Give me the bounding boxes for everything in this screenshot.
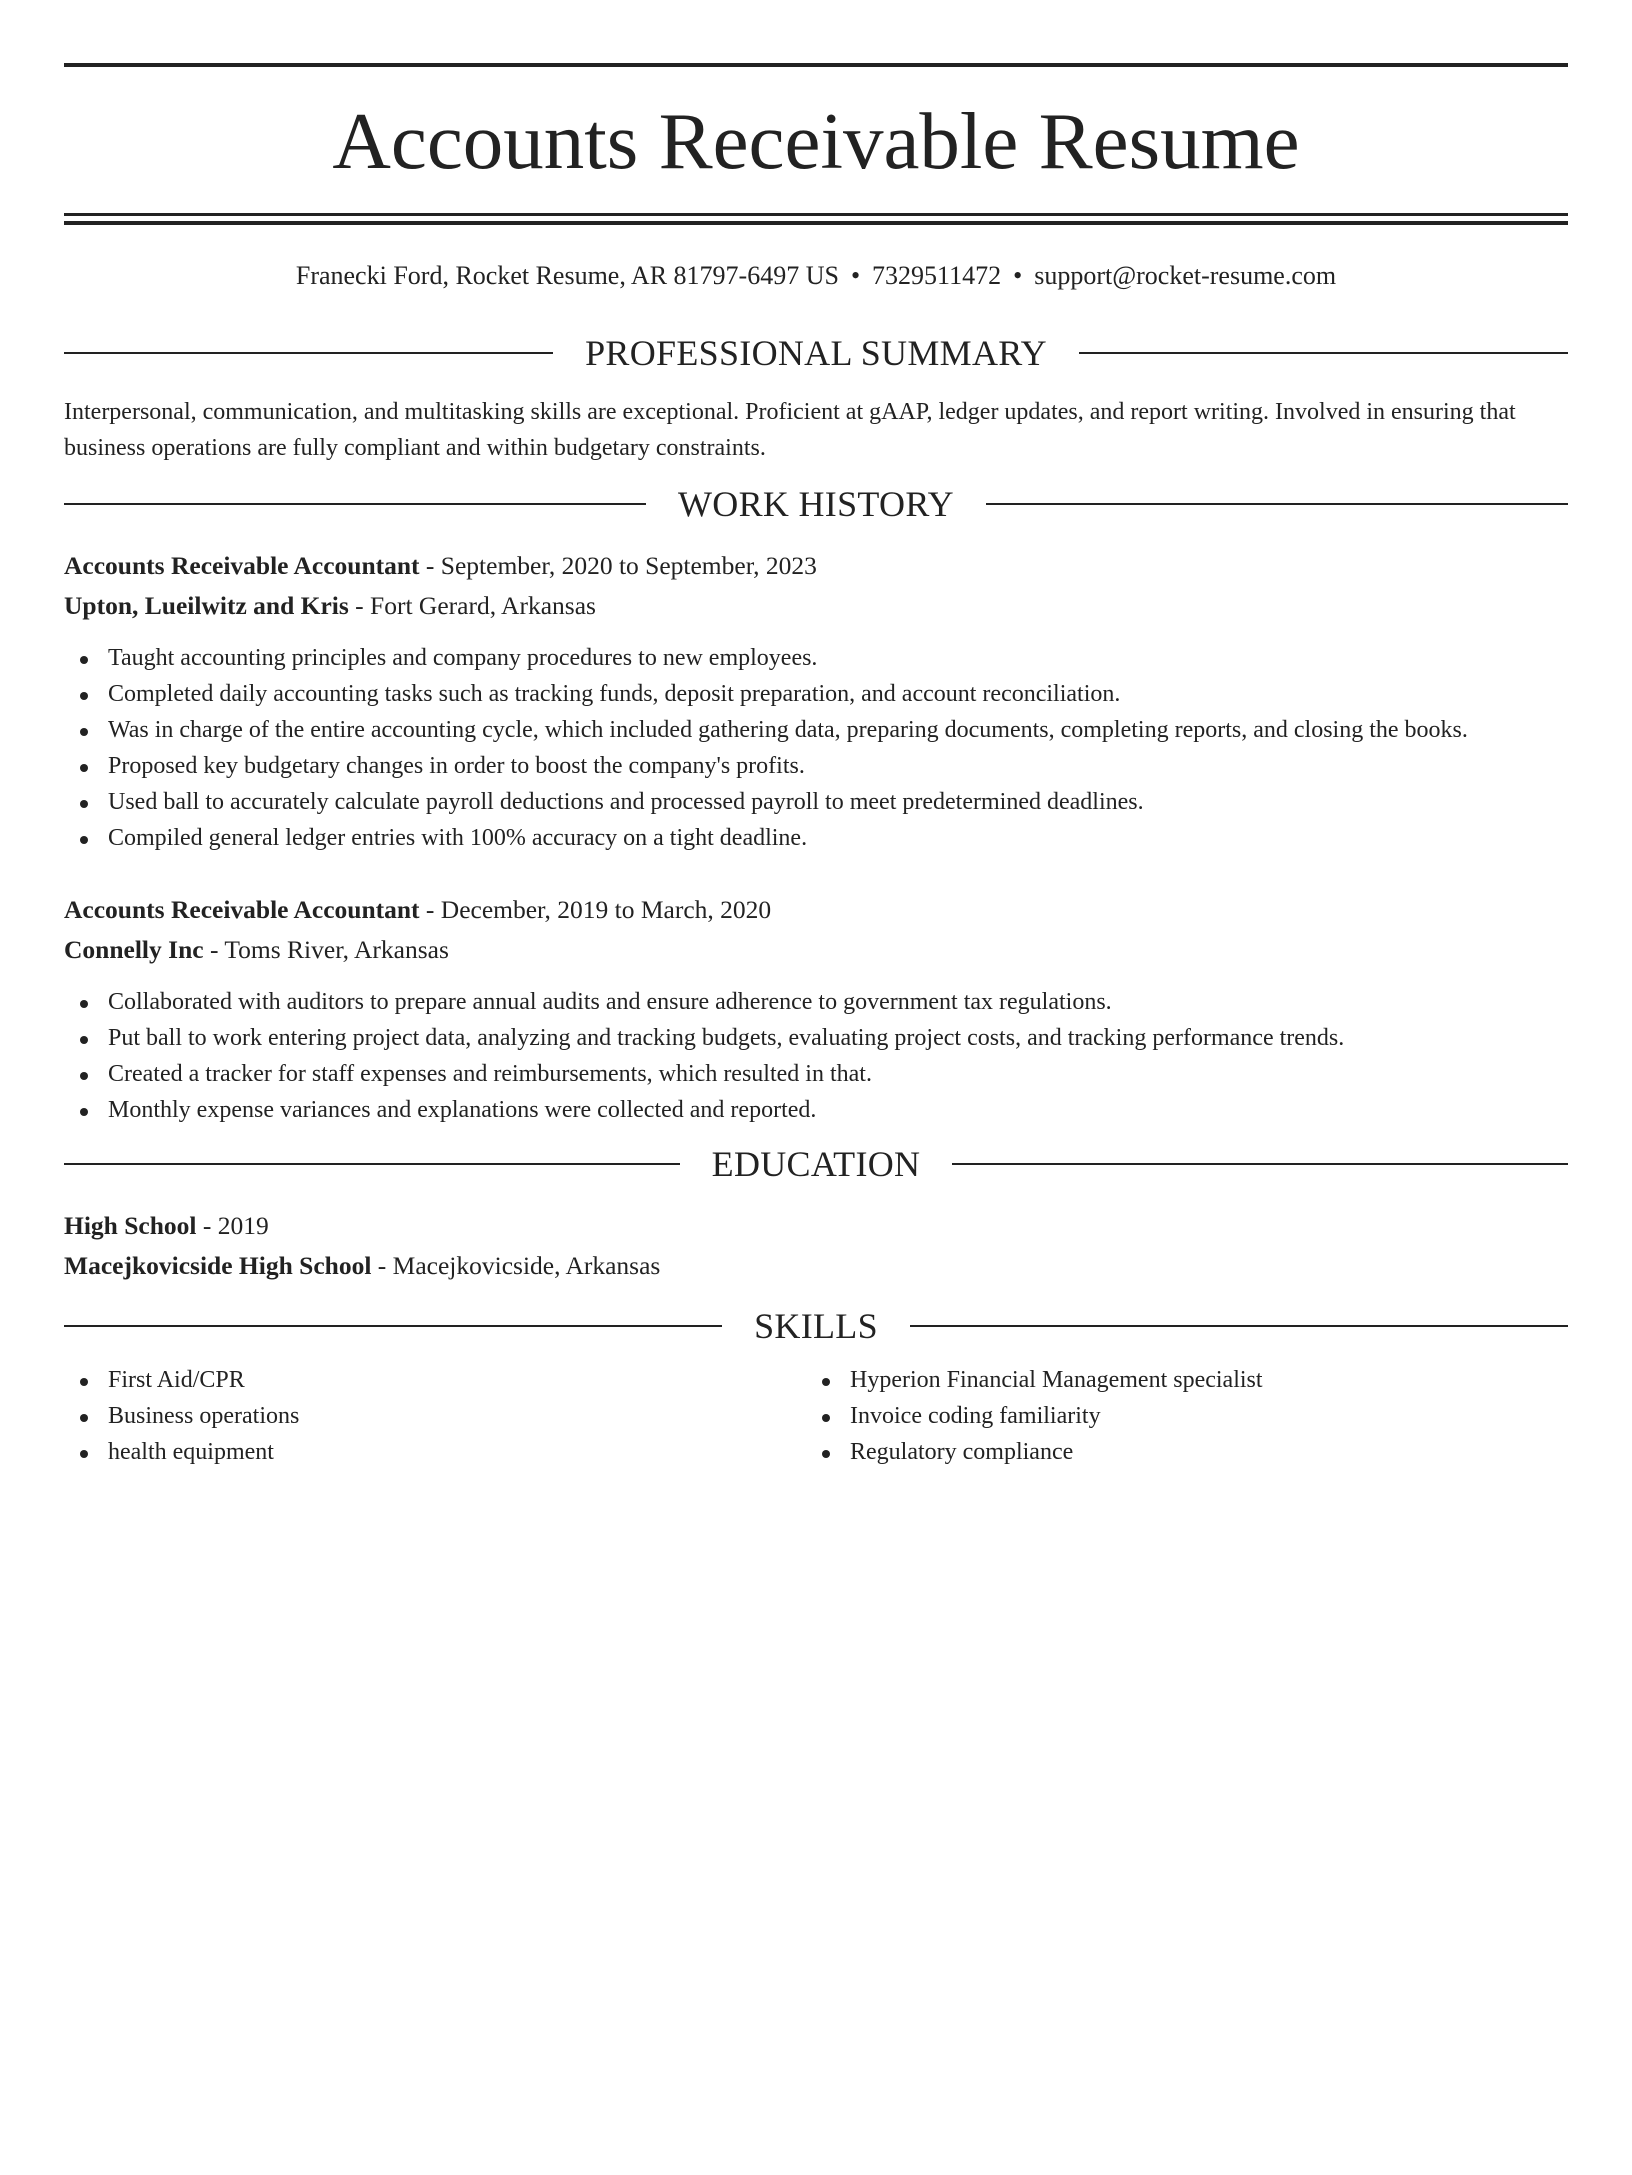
work-section-heading [64,482,1568,526]
job-dates: - September, 2020 to September, 2023 [419,551,817,580]
heading-rule-left [64,1325,722,1327]
contact-line [64,259,1568,293]
resume-title: Accounts Receivable Resume [332,96,1300,186]
education-section-heading [64,1142,1568,1186]
work-heading-label: WORK HISTORY [678,484,954,524]
skills-column-right [806,1362,1263,1470]
contact-separator: • [850,261,861,290]
heading-rule-left [64,1163,680,1165]
job-title-line [64,890,1568,930]
job-company: Upton, Lueilwitz and Kris [64,591,349,620]
education-heading-label: EDUCATION [711,1144,921,1184]
education-degree-line [64,1206,1568,1246]
list-item: Monthly expense variances and explanations were collected and reported. [64,1092,1568,1128]
heading-rule-left [64,503,646,505]
list-item: Was in charge of the entire accounting cycle, which included gathering data, preparing documents, completing reports, and closing the books. [64,712,1568,748]
job-title-line [64,546,1568,586]
list-item: Compiled general ledger entries with 100% accuracy on a tight deadline. [64,820,1568,856]
list-item: Proposed key budgetary changes in order to boost the company's profits. [64,748,1568,784]
heading-rule-right [952,1163,1568,1165]
job-bullets [64,984,1568,1128]
job-company-line [64,586,1568,626]
job-entry [64,890,1568,1128]
skills-grid [64,1362,1568,1470]
summary-text: Interpersonal, communication, and multitasking skills are exceptional. Proficient at gAAP, ledger updates, and report writing. Involved in ensuring that business operations are fully compliant and within budgetary constraints. [64,399,1516,461]
list-item: Completed daily accounting tasks such as tracking funds, deposit preparation, and account reconciliation. [64,676,1568,712]
education-degree: High School [64,1211,197,1240]
job-title: Accounts Receivable Accountant [64,895,420,924]
top-rule [64,63,1568,67]
job-location: - Toms River, Arkansas [203,935,449,964]
list-item: Hyperion Financial Management specialist [806,1362,1263,1398]
education-location: - Macejkovicside, Arkansas [371,1251,661,1280]
contact-email: support@rocket-resume.com [1034,261,1337,290]
list-item: Used ball to accurately calculate payroll deductions and processed payroll to meet predetermined deadlines. [64,784,1568,820]
resume-page [0,63,1632,2175]
contact-separator: • [1013,261,1023,290]
heading-rule-right [986,503,1568,505]
list-item: First Aid/CPR [64,1362,806,1398]
job-location: - Fort Gerard, Arkansas [348,591,596,620]
list-item: Created a tracker for staff expenses and reimbursements, which resulted in that. [64,1056,1568,1092]
list-item: health equipment [64,1434,806,1470]
job-bullets [64,640,1568,856]
heading-rule-right [1079,352,1568,354]
education-entry [64,1206,1568,1286]
job-entry [64,546,1568,856]
skills-heading-label: SKILLS [754,1306,878,1346]
education-school: Macejkovicside High School [64,1251,372,1280]
title-rule-lower [64,221,1568,225]
list-item: Collaborated with auditors to prepare annual audits and ensure adherence to government tax regulations. [64,984,1568,1020]
list-item: Put ball to work entering project data, analyzing and tracking budgets, evaluating project costs, and tracking performance trends. [64,1020,1568,1056]
job-company: Connelly Inc [64,935,204,964]
title-rule-upper [64,213,1568,216]
heading-rule-left [64,352,553,354]
summary-section-heading [64,331,1568,375]
education-school-line [64,1246,1568,1286]
summary-heading-label: PROFESSIONAL SUMMARY [585,333,1047,373]
job-dates: - December, 2019 to March, 2020 [419,895,772,924]
skills-section-heading [64,1304,1568,1348]
job-company-line [64,930,1568,970]
list-item: Invoice coding familiarity [806,1398,1263,1434]
list-item: Taught accounting principles and company procedures to new employees. [64,640,1568,676]
job-title: Accounts Receivable Accountant [64,551,420,580]
contact-address: Franecki Ford, Rocket Resume, AR 81797-6497 US [295,261,839,290]
contact-phone: 7329511472 [872,261,1002,290]
list-item: Business operations [64,1398,806,1434]
list-item: Regulatory compliance [806,1434,1263,1470]
skills-column-left [64,1362,806,1470]
education-year: - 2019 [196,1211,269,1240]
heading-rule-right [910,1325,1568,1327]
